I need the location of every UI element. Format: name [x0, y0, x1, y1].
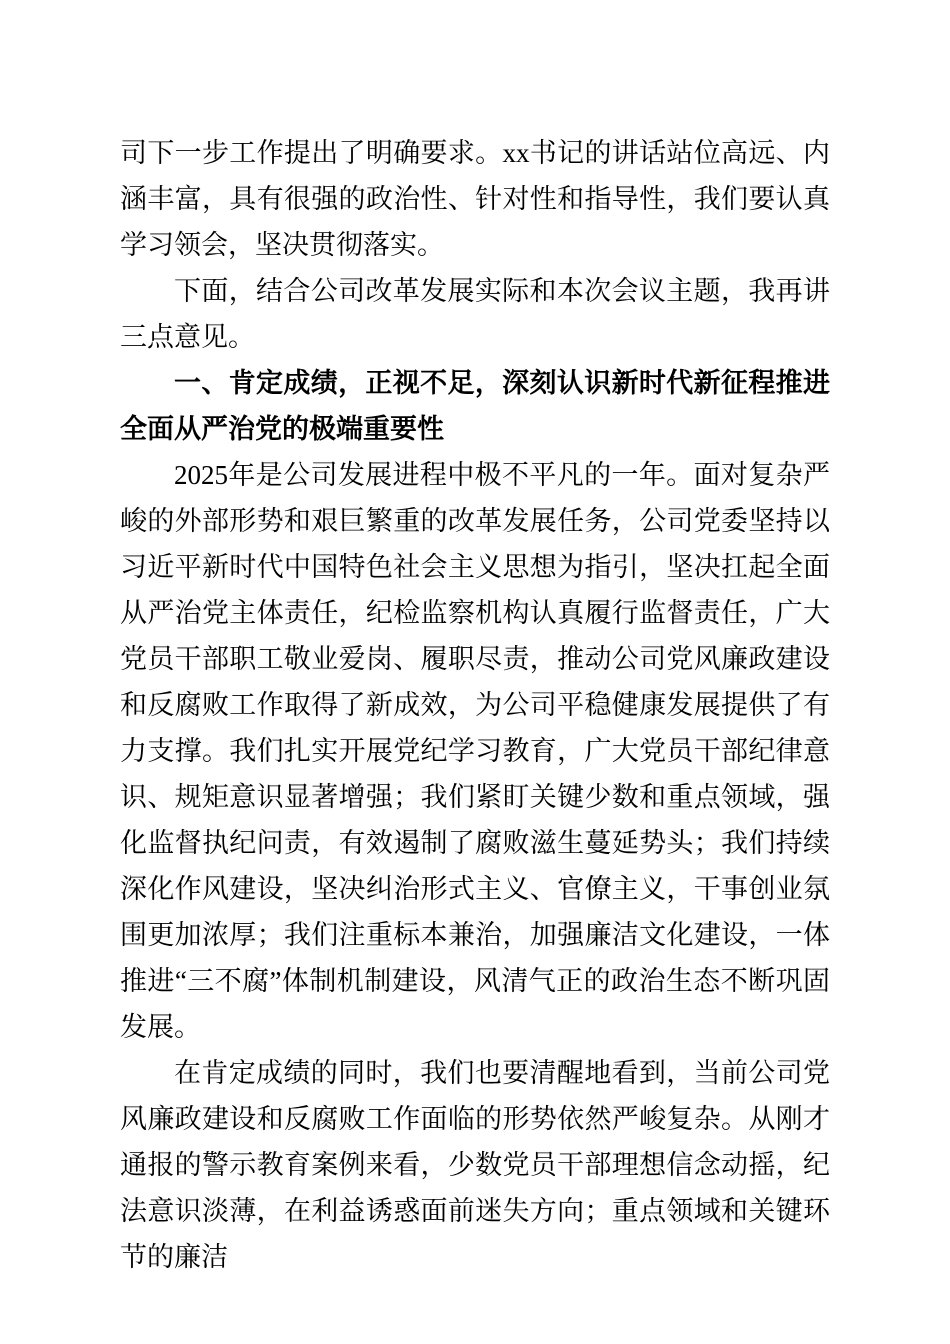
paragraph-continuation: 司下一步工作提出了明确要求。xx书记的讲话站位高远、内涵丰富，具有很强的政治性、针对性和指导性，我们要认真学习领会，坚决贯彻落实。 — [120, 138, 830, 260]
paragraph-intro: 下面，结合公司改革发展实际和本次会议主题，我再讲三点意见。 — [120, 276, 830, 352]
paragraph-problems: 在肯定成绩的同时，我们也要清醒地看到，当前公司党风廉政建设和反腐败工作面临的形势依然严峻复杂。从刚才通报的警示教育案例来看，少数党员干部理想信念动摇，纪法意识淡薄，在利益诱惑面前迷失方向；重点领域和关键环节的廉洁 — [120, 1058, 830, 1272]
paragraph-achievements: 2025年是公司发展进程中极不平凡的一年。面对复杂严峻的外部形势和艰巨繁重的改革发展任务，公司党委坚持以习近平新时代中国特色社会主义思想为指引，坚决扛起全面从严治党主体责任，纪检监察机构认真履行监督责任，广大党员干部职工敬业爱岗、履职尽责，推动公司党风廉政建设和反腐败工作取得了新成效，为公司平稳健康发展提供了有力支撑。我们扎实开展党纪学习教育，广大党员干部纪律意识、规矩意识显著增强；我们紧盯关键少数和重点领域，强化监督执纪问责，有效遏制了腐败滋生蔓延势头；我们持续深化作风建设，坚决纠治形式主义、官僚主义，干事创业氛围更加浓厚；我们注重标本兼治，加强廉洁文化建设，一体推进“三不腐”体制机制建设，风清气正的政治生态不断巩固发展。 — [120, 460, 830, 1042]
document-body — [120, 130, 830, 1280]
section-heading-1: 一、肯定成绩，正视不足，深刻认识新时代新征程推进全面从严治党的极端重要性 — [120, 368, 830, 444]
